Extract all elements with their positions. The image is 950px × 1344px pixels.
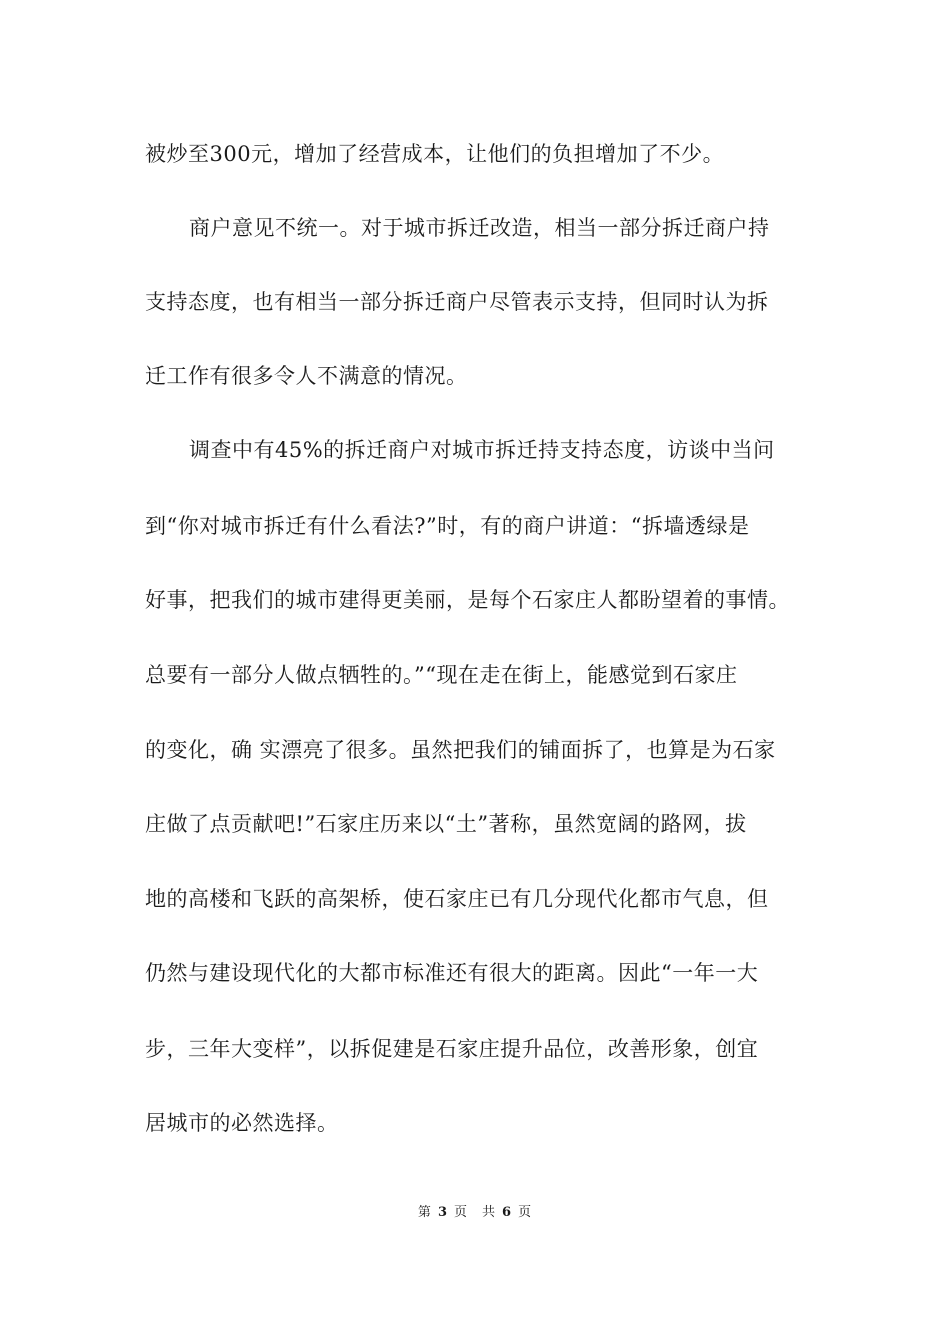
paragraph-line: 好事，把我们的城市建得更美丽，是每个石家庄人都盼望着的事情。 (145, 588, 790, 612)
paragraph-line: 总要有一部分人做点牺牲的。”“现在走在街上，能感觉到石家庄 (145, 663, 738, 687)
paragraph-line: 商户意见不统一。对于城市拆迁改造，相当一部分拆迁商户持 (189, 216, 770, 240)
paragraph-line: 支持态度，也有相当一部分拆迁商户尽管表示支持，但同时认为拆 (145, 290, 769, 314)
current-page-number: 3 (437, 1205, 448, 1220)
footer-total-word: 共 (482, 1205, 497, 1220)
page-footer (0, 1204, 950, 1222)
paragraph-line: 被炒至300元，增加了经营成本，让他们的负担增加了不少。 (145, 142, 725, 166)
paragraph-line: 调查中有45%的拆迁商户对城市拆迁持支持态度，访谈中当问 (189, 438, 775, 462)
paragraph-line: 步，三年大变样”，以拆促建是石家庄提升品位，改善形象，创宜 (145, 1037, 759, 1061)
paragraph-line: 到“你对城市拆迁有什么看法?”时，有的商户讲道：“拆墙透绿是 (145, 514, 750, 538)
paragraph-line: 地的高楼和飞跃的高架桥，使石家庄已有几分现代化都市气息，但 (145, 887, 769, 911)
footer-page-word: 页 (453, 1205, 468, 1220)
paragraph-line: 仍然与建设现代化的大都市标准还有很大的距离。因此“一年一大 (145, 961, 759, 985)
paragraph-line: 庄做了点贡献吧!”石家庄历来以“土”著称，虽然宽阔的路网，拔 (145, 812, 747, 836)
paragraph-line: 的变化，确 实漂亮了很多。虽然把我们的铺面拆了，也算是为石家 (145, 738, 776, 762)
footer-prefix: 第 (417, 1205, 432, 1220)
paragraph-line: 迁工作有很多令人不满意的情况。 (145, 364, 468, 388)
footer-suffix: 页 (518, 1205, 533, 1220)
total-pages-number: 6 (502, 1205, 513, 1220)
paragraph-line: 居城市的必然选择。 (145, 1111, 339, 1135)
